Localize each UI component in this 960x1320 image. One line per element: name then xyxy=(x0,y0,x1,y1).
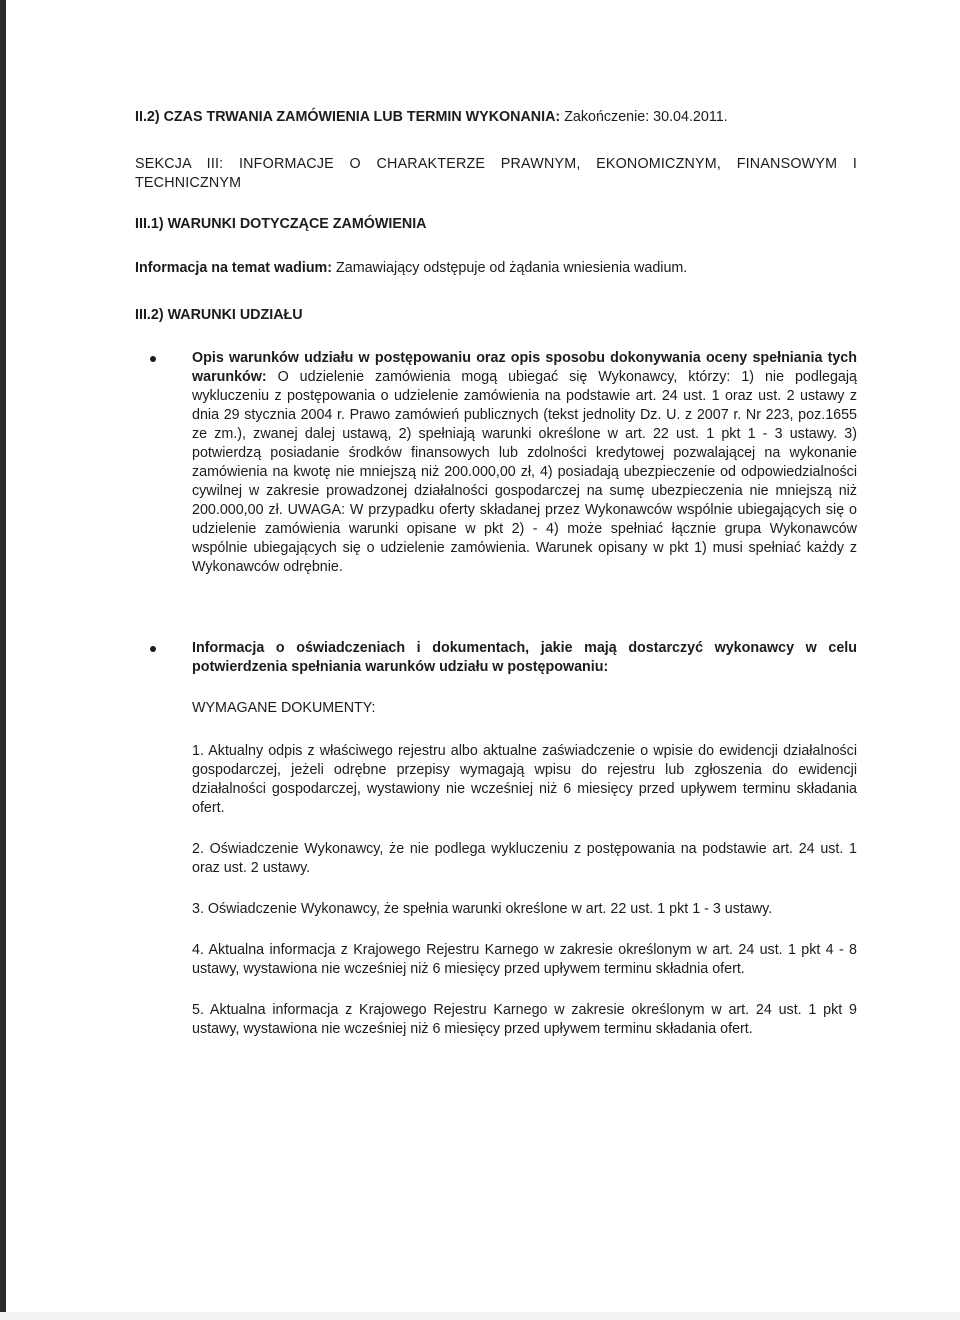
doc-item: 5. Aktualna informacja z Krajowego Rejestru Karnego w zakresie określonym w art. 24 ust. 1 pkt 9 ustawy, wystawiona nie wcześniej niż 6 miesięcy przed upływem terminu składania ofert. xyxy=(192,1002,857,1037)
list-item xyxy=(135,639,857,1039)
scan-edge-bottom xyxy=(0,1312,960,1320)
doc-item: 3. Oświadczenie Wykonawcy, że spełnia warunki określone w art. 22 ust. 1 pkt 1 - 3 ustawy. xyxy=(192,901,773,917)
bullet-icon xyxy=(150,356,156,362)
scan-edge-left xyxy=(0,0,6,1320)
doc-item: 4. Aktualna informacja z Krajowego Rejestru Karnego w zakresie określonym w art. 24 ust. 1 pkt 4 - 8 ustawy, wystawiona nie wcześniej niż 6 miesięcy przed upływem terminu składnia ofert. xyxy=(192,942,857,977)
bullet1-text: O udzielenie zamówienia mogą ubiegać się Wykonawcy, którzy: 1) nie podlegają wykluczeniu z postępowania o udzielenie zamówienia na podstawie art. 24 ust. 1 oraz ust. 2 ustawy z dnia 29 stycznia 2004 r. Prawo zamówień publicznych (tekst jednolity Dz. U. z 2007 r. Nr 223, poz.1655 ze zm.), zwanej dalej ustawą, 2) spełniają warunki określone w art. 22 ust. 1 pkt 1 - 3 ustawy. 3) potwierdzą posiadanie środków finansowych lub zdolności kredytowej pozwalającej na wykonanie zamówienia na kwotę nie mniejszą niż 200.000,00 zł, 4) posiadają ubezpieczenie od odpowiedzialności cywilnej w zakresie prowadzonej działalności gospodarczej na sumę ubezpieczenia nie mniejszą niż 200.000,00 zł. UWAGA: W przypadku oferty składanej przez Wykonawców wspólnie ubiegających się o udzielenie zamówienia warunki opisane w pkt 2) - 4) może spełniać łącznie grupa Wykonawców wspólnie ubiegających się o udzielenie zamówienia. Warunek opisany w pkt 1) musi spełniać każdy z Wykonawców odrębnie. xyxy=(192,369,857,575)
section-iii1-heading: III.1) WARUNKI DOTYCZĄCE ZAMÓWIENIA xyxy=(135,216,427,232)
document-page xyxy=(135,108,857,1061)
section-iii2-heading: III.2) WARUNKI UDZIAŁU xyxy=(135,307,303,323)
conditions-list xyxy=(135,349,857,1039)
bullet-icon xyxy=(150,646,156,652)
wadium-label: Informacja na temat wadium: xyxy=(135,260,333,276)
doc-item: 2. Oświadczenie Wykonawcy, że nie podlega wykluczeniu z postępowania na podstawie art. 24 ust. 1 oraz ust. 2 ustawy. xyxy=(192,841,857,876)
section-ii2-value: Zakończenie: 30.04.2011. xyxy=(564,109,728,125)
section-iii-heading: SEKCJA III: INFORMACJE O CHARAKTERZE PRAWNYM, EKONOMICZNYM, FINANSOWYM I TECHNICZNYM xyxy=(135,156,857,191)
list-item xyxy=(135,349,857,577)
doc-item: 1. Aktualny odpis z właściwego rejestru albo aktualne zaświadczenie o wpisie do ewidencji działalności gospodarczej, jeżeli odrębne przepisy wymagają wpisu do rejestru lub zgłoszenia do ewidencji działalności gospodarczej, wystawiony nie wcześniej niż 6 miesięcy przed upływem terminu składania ofert. xyxy=(192,743,857,816)
docs-title: WYMAGANE DOKUMENTY: xyxy=(192,700,376,716)
section-ii2 xyxy=(135,108,857,127)
section-ii2-label: II.2) CZAS TRWANIA ZAMÓWIENIA LUB TERMIN WYKONANIA: xyxy=(135,109,561,125)
wadium-value: Zamawiający odstępuje od żądania wniesienia wadium. xyxy=(336,260,688,276)
wadium-info xyxy=(135,259,857,278)
bullet2-bold: Informacja o oświadczeniach i dokumentach, jakie mają dostarczyć wykonawcy w celu potwierdzenia spełniania warunków udziału w postępowaniu: xyxy=(192,640,857,675)
bullet1-bold: Opis warunków udziału w postępowaniu oraz opis sposobu dokonywania oceny spełniania tych warunków: xyxy=(192,350,857,385)
